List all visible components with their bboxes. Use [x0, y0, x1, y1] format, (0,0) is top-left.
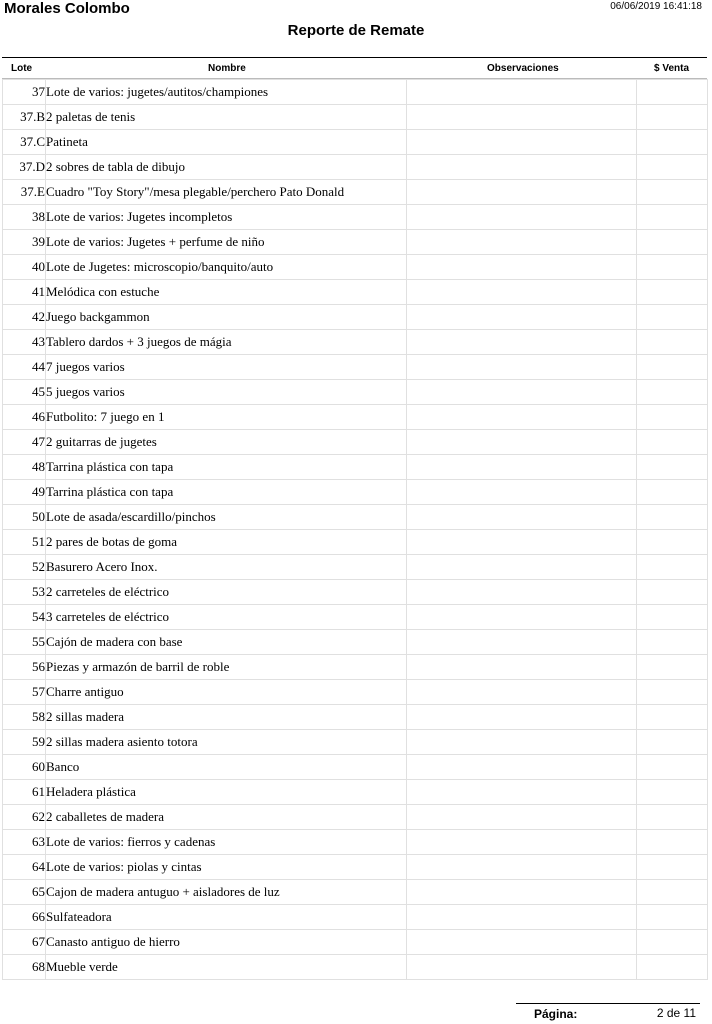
lote-cell: 58: [3, 705, 46, 730]
observaciones-cell: [407, 880, 637, 905]
observaciones-cell: [407, 130, 637, 155]
table-row: [3, 405, 708, 430]
nombre-cell: Tarrina plástica con tapa: [46, 455, 407, 480]
nombre-cell: Cajon de madera antuguo + aisladores de luz: [46, 880, 407, 905]
page-number: 2 de 11: [656, 1006, 696, 1020]
lote-cell: 67: [3, 930, 46, 955]
footer-divider: [516, 1003, 700, 1004]
table-row: [3, 80, 708, 105]
observaciones-cell: [407, 580, 637, 605]
venta-cell: [637, 930, 708, 955]
observaciones-cell: [407, 280, 637, 305]
table-row: [3, 530, 708, 555]
lote-cell: 49: [3, 480, 46, 505]
venta-cell: [637, 730, 708, 755]
observaciones-cell: [407, 305, 637, 330]
observaciones-cell: [407, 730, 637, 755]
lote-cell: 64: [3, 855, 46, 880]
nombre-cell: Juego backgammon: [46, 305, 407, 330]
lote-cell: 43: [3, 330, 46, 355]
venta-cell: [637, 830, 708, 855]
table-row: [3, 955, 708, 980]
lote-cell: 39: [3, 230, 46, 255]
lote-cell: 38: [3, 205, 46, 230]
venta-cell: [637, 605, 708, 630]
nombre-cell: 5 juegos varios: [46, 380, 407, 405]
table-row: [3, 230, 708, 255]
lote-cell: 41: [3, 280, 46, 305]
observaciones-cell: [407, 480, 637, 505]
lote-cell: 66: [3, 905, 46, 930]
nombre-cell: 2 paletas de tenis: [46, 105, 407, 130]
column-header-lote: Lote: [11, 63, 33, 74]
observaciones-cell: [407, 780, 637, 805]
observaciones-cell: [407, 755, 637, 780]
column-header-venta: $ Venta: [654, 63, 690, 74]
report-title: Reporte de Remate: [287, 22, 425, 39]
lote-cell: 54: [3, 605, 46, 630]
nombre-cell: Banco: [46, 755, 407, 780]
observaciones-cell: [407, 205, 637, 230]
observaciones-cell: [407, 455, 637, 480]
venta-cell: [637, 105, 708, 130]
lote-cell: 47: [3, 430, 46, 455]
observaciones-cell: [407, 930, 637, 955]
nombre-cell: 2 pares de botas de goma: [46, 530, 407, 555]
table-row: [3, 755, 708, 780]
nombre-cell: 3 carreteles de eléctrico: [46, 605, 407, 630]
nombre-cell: Futbolito: 7 juego en 1: [46, 405, 407, 430]
venta-cell: [637, 655, 708, 680]
observaciones-cell: [407, 405, 637, 430]
lote-cell: 51: [3, 530, 46, 555]
nombre-cell: 7 juegos varios: [46, 355, 407, 380]
venta-cell: [637, 780, 708, 805]
venta-cell: [637, 255, 708, 280]
lote-cell: 37.B: [3, 105, 46, 130]
lote-cell: 53: [3, 580, 46, 605]
observaciones-cell: [407, 905, 637, 930]
venta-cell: [637, 505, 708, 530]
nombre-cell: Charre antiguo: [46, 680, 407, 705]
lote-cell: 46: [3, 405, 46, 430]
lote-cell: 45: [3, 380, 46, 405]
venta-cell: [637, 480, 708, 505]
venta-cell: [637, 330, 708, 355]
nombre-cell: Lote de Jugetes: microscopio/banquito/auto: [46, 255, 407, 280]
table-row: [3, 930, 708, 955]
nombre-cell: 2 sobres de tabla de dibujo: [46, 155, 407, 180]
table-row: [3, 505, 708, 530]
venta-cell: [637, 705, 708, 730]
venta-cell: [637, 455, 708, 480]
table-row: [3, 830, 708, 855]
nombre-cell: Patineta: [46, 130, 407, 155]
table-row: [3, 455, 708, 480]
nombre-cell: 2 caballetes de madera: [46, 805, 407, 830]
table-row: [3, 730, 708, 755]
observaciones-cell: [407, 155, 637, 180]
venta-cell: [637, 80, 708, 105]
observaciones-cell: [407, 80, 637, 105]
table-row: [3, 305, 708, 330]
nombre-cell: 2 sillas madera: [46, 705, 407, 730]
observaciones-cell: [407, 955, 637, 980]
nombre-cell: Sulfateadora: [46, 905, 407, 930]
venta-cell: [637, 805, 708, 830]
lote-cell: 59: [3, 730, 46, 755]
lote-cell: 57: [3, 680, 46, 705]
venta-cell: [637, 430, 708, 455]
venta-cell: [637, 955, 708, 980]
nombre-cell: Mueble verde: [46, 955, 407, 980]
nombre-cell: Cuadro "Toy Story"/mesa plegable/perchero Pato Donald: [46, 180, 407, 205]
venta-cell: [637, 555, 708, 580]
nombre-cell: Lote de varios: jugetes/autitos/championes: [46, 80, 407, 105]
lote-cell: 42: [3, 305, 46, 330]
observaciones-cell: [407, 855, 637, 880]
page-label: Página:: [534, 1007, 578, 1021]
observaciones-cell: [407, 680, 637, 705]
venta-cell: [637, 855, 708, 880]
table-row: [3, 805, 708, 830]
observaciones-cell: [407, 655, 637, 680]
venta-cell: [637, 905, 708, 930]
table-row: [3, 780, 708, 805]
lote-cell: 52: [3, 555, 46, 580]
nombre-cell: Basurero Acero Inox.: [46, 555, 407, 580]
nombre-cell: Piezas y armazón de barril de roble: [46, 655, 407, 680]
table-row: [3, 330, 708, 355]
observaciones-cell: [407, 505, 637, 530]
table-row: [3, 630, 708, 655]
table-row: [3, 680, 708, 705]
report-datetime: 06/06/2019 16:41:18: [610, 1, 702, 12]
table-row: [3, 130, 708, 155]
lote-cell: 62: [3, 805, 46, 830]
auction-table: [2, 79, 708, 980]
table-row: [3, 580, 708, 605]
table-row: [3, 380, 708, 405]
lote-cell: 48: [3, 455, 46, 480]
venta-cell: [637, 180, 708, 205]
nombre-cell: Canasto antiguo de hierro: [46, 930, 407, 955]
observaciones-cell: [407, 430, 637, 455]
lote-cell: 40: [3, 255, 46, 280]
venta-cell: [637, 205, 708, 230]
venta-cell: [637, 755, 708, 780]
table-row: [3, 355, 708, 380]
observaciones-cell: [407, 805, 637, 830]
nombre-cell: Lote de varios: fierros y cadenas: [46, 830, 407, 855]
lote-cell: 63: [3, 830, 46, 855]
table-row: [3, 705, 708, 730]
table-row: [3, 280, 708, 305]
table-row: [3, 655, 708, 680]
observaciones-cell: [407, 530, 637, 555]
observaciones-cell: [407, 180, 637, 205]
venta-cell: [637, 630, 708, 655]
table-header: [2, 57, 707, 79]
nombre-cell: 2 sillas madera asiento totora: [46, 730, 407, 755]
venta-cell: [637, 355, 708, 380]
lote-cell: 55: [3, 630, 46, 655]
nombre-cell: Melódica con estuche: [46, 280, 407, 305]
venta-cell: [637, 280, 708, 305]
table-row: [3, 155, 708, 180]
nombre-cell: Lote de varios: Jugetes incompletos: [46, 205, 407, 230]
observaciones-cell: [407, 355, 637, 380]
venta-cell: [637, 130, 708, 155]
table-row: [3, 605, 708, 630]
venta-cell: [637, 680, 708, 705]
venta-cell: [637, 155, 708, 180]
nombre-cell: Cajón de madera con base: [46, 630, 407, 655]
observaciones-cell: [407, 330, 637, 355]
table-row: [3, 905, 708, 930]
nombre-cell: 2 guitarras de jugetes: [46, 430, 407, 455]
lote-cell: 61: [3, 780, 46, 805]
observaciones-cell: [407, 380, 637, 405]
column-header-nombre: Nombre: [208, 63, 246, 74]
nombre-cell: Lote de asada/escardillo/pinchos: [46, 505, 407, 530]
observaciones-cell: [407, 555, 637, 580]
observaciones-cell: [407, 705, 637, 730]
nombre-cell: Heladera plástica: [46, 780, 407, 805]
table-row: [3, 105, 708, 130]
nombre-cell: 2 carreteles de eléctrico: [46, 580, 407, 605]
venta-cell: [637, 880, 708, 905]
venta-cell: [637, 405, 708, 430]
table-row: [3, 480, 708, 505]
lote-cell: 44: [3, 355, 46, 380]
table-row: [3, 180, 708, 205]
table-row: [3, 255, 708, 280]
lote-cell: 65: [3, 880, 46, 905]
table-row: [3, 880, 708, 905]
table-row: [3, 555, 708, 580]
column-header-observaciones: Observaciones: [487, 63, 559, 74]
lote-cell: 60: [3, 755, 46, 780]
table-row: [3, 855, 708, 880]
lote-cell: 50: [3, 505, 46, 530]
observaciones-cell: [407, 630, 637, 655]
observaciones-cell: [407, 105, 637, 130]
table-row: [3, 430, 708, 455]
lote-cell: 37.E: [3, 180, 46, 205]
observaciones-cell: [407, 830, 637, 855]
company-name: Morales Colombo: [4, 0, 130, 17]
venta-cell: [637, 230, 708, 255]
venta-cell: [637, 380, 708, 405]
lote-cell: 37: [3, 80, 46, 105]
lote-cell: 56: [3, 655, 46, 680]
nombre-cell: Lote de varios: Jugetes + perfume de niño: [46, 230, 407, 255]
lote-cell: 68: [3, 955, 46, 980]
observaciones-cell: [407, 605, 637, 630]
venta-cell: [637, 305, 708, 330]
lote-cell: 37.D: [3, 155, 46, 180]
observaciones-cell: [407, 230, 637, 255]
lote-cell: 37.C: [3, 130, 46, 155]
table-row: [3, 205, 708, 230]
venta-cell: [637, 530, 708, 555]
nombre-cell: Lote de varios: piolas y cintas: [46, 855, 407, 880]
observaciones-cell: [407, 255, 637, 280]
venta-cell: [637, 580, 708, 605]
nombre-cell: Tarrina plástica con tapa: [46, 480, 407, 505]
nombre-cell: Tablero dardos + 3 juegos de mágia: [46, 330, 407, 355]
